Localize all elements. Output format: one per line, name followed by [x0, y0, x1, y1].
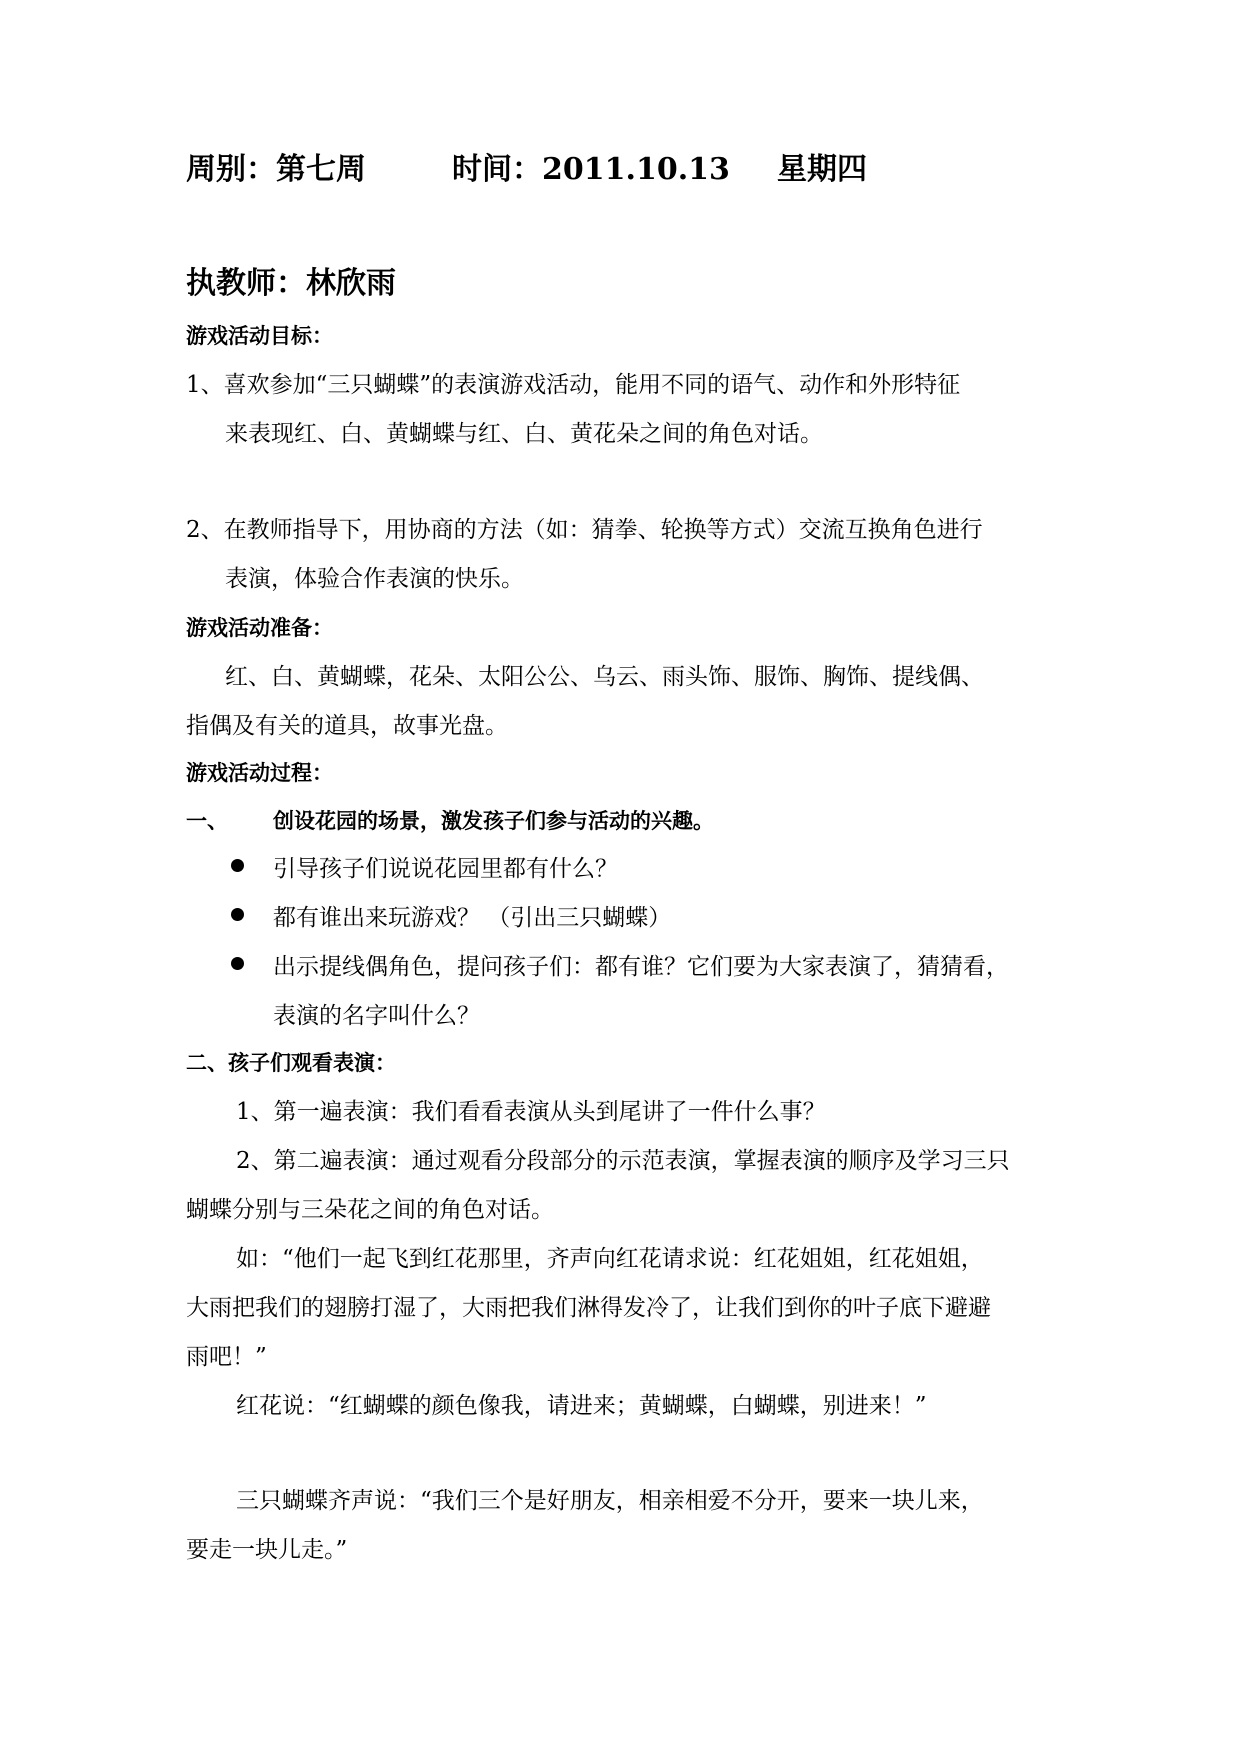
butterflies-line-2: 要走一块儿走。”	[186, 1537, 348, 1563]
preparation-line-1: 红、白、黄蝴蝶，花朵、太阳公公、乌云、雨头饰、服饰、胸饰、提线偶、	[225, 664, 984, 690]
goal-2-line-2: 表演，体验合作表演的快乐。	[225, 566, 524, 592]
goals-title: 游戏活动目标：	[186, 323, 333, 348]
date-label: 时间：2011.10.13	[452, 152, 730, 187]
red-flower-line: 红花说：“红蝴蝶的颜色像我，请进来；黄蝴蝶，白蝴蝶，别进来！”	[236, 1393, 927, 1419]
preparation-line-2: 指偶及有关的道具，故事光盘。	[186, 713, 508, 739]
example-line-2: 大雨把我们的翅膀打湿了，大雨把我们淋得发冷了，让我们到你的叶子底下避避	[186, 1295, 991, 1321]
example-line-1: 如：“他们一起飞到红花那里，齐声向红花请求说：红花姐姐，红花姐姐，	[236, 1246, 984, 1272]
step-1-number: 一、	[186, 808, 228, 833]
bullet-icon	[231, 957, 244, 970]
process-title: 游戏活动过程：	[186, 760, 333, 785]
step-1-title: 创设花园的场景，激发孩子们参与活动的兴趣。	[273, 808, 714, 833]
goal-2-line-1: 2、在教师指导下，用协商的方法（如：猜拳、轮换等方式）交流互换角色进行	[186, 517, 983, 543]
week-label: 周别：第七周	[186, 152, 366, 187]
bullet-item-2: 都有谁出来玩游戏？ （引出三只蝴蝶）	[273, 905, 672, 931]
goal-1-line-2: 来表现红、白、黄蝴蝶与红、白、黄花朵之间的角色对话。	[225, 421, 823, 447]
step-2-line-2b: 蝴蝶分别与三朵花之间的角色对话。	[186, 1197, 554, 1223]
bullet-icon	[231, 908, 244, 921]
teacher-label: 执教师：林欣雨	[186, 266, 396, 301]
goal-1-line-1: 1、喜欢参加“三只蝴蝶”的表演游戏活动，能用不同的语气、动作和外形特征	[186, 372, 961, 398]
butterflies-line-1: 三只蝴蝶齐声说：“我们三个是好朋友，相亲相爱不分开，要来一块儿来，	[236, 1488, 984, 1514]
step-2-line-2a: 2、第二遍表演：通过观看分段部分的示范表演，掌握表演的顺序及学习三只	[236, 1148, 1010, 1174]
step-2-line-1: 1、第一遍表演：我们看看表演从头到尾讲了一件什么事？	[236, 1099, 826, 1125]
bullet-icon	[231, 859, 244, 872]
weekday-label: 星期四	[777, 152, 867, 187]
example-line-3: 雨吧！”	[186, 1344, 267, 1370]
bullet-item-1: 引导孩子们说说花园里都有什么？	[273, 856, 618, 882]
bullet-item-3: 出示提线偶角色，提问孩子们：都有谁？它们要为大家表演了，猜猜看，	[273, 954, 1009, 980]
bullet-item-3-continued: 表演的名字叫什么？	[273, 1003, 480, 1029]
step-2-title: 二、孩子们观看表演：	[186, 1050, 396, 1075]
preparation-title: 游戏活动准备：	[186, 615, 333, 640]
